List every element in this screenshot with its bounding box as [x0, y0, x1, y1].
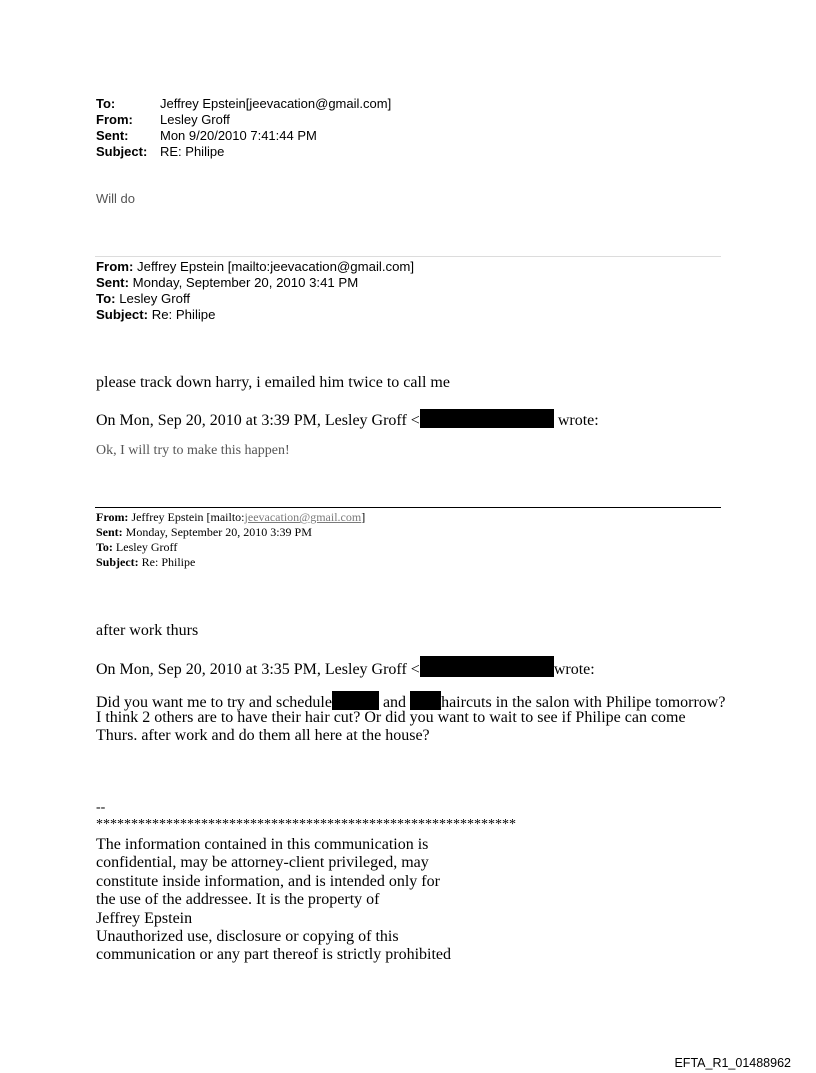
quote-prefix: On Mon, Sep 20, 2010 at 3:35 PM, Lesley Groff < [96, 661, 420, 678]
subject-value: Re: Philipe [141, 555, 196, 569]
message-after-work: after work thurs [96, 622, 199, 639]
disclaimer-line: Unauthorized use, disclosure or copying of this [96, 928, 399, 945]
sent-value: Mon 9/20/2010 7:41:44 PM [160, 128, 317, 143]
header2-from-row [96, 259, 414, 275]
to-value: Jeffrey Epstein[jeevacation@gmail.com] [160, 96, 392, 111]
redaction-box [420, 409, 554, 428]
header2-to-row [96, 291, 190, 307]
text-part: and [378, 694, 411, 711]
sent-value: Monday, September 20, 2010 3:41 PM [132, 275, 359, 290]
sent-value: Monday, September 20, 2010 3:39 PM [125, 525, 312, 539]
document-id: EFTA_R1_01488962 [674, 1056, 791, 1070]
divider-light [95, 256, 721, 257]
header3-subject-row [96, 555, 195, 570]
from-label: From: [96, 259, 134, 274]
text-part: Did you want me to try and schedule [96, 694, 332, 711]
from-value: Lesley Groff [160, 112, 230, 127]
sent-label: Sent: [96, 525, 123, 539]
quote-prefix: On Mon, Sep 20, 2010 at 3:39 PM, Lesley Groff < [96, 412, 420, 429]
header2-subject-row [96, 307, 215, 323]
text-part: haircuts in the salon with Philipe tomorrow? [441, 694, 726, 711]
message-haircuts-line2: I think 2 others are to have their hair cut? Or did you want to wait to see if Philipe can come [96, 709, 686, 726]
quote-line-335 [96, 656, 595, 680]
subject-label: Subject: [96, 144, 148, 159]
to-label: To: [96, 96, 116, 111]
from-close: ] [361, 510, 366, 524]
from-label: From: [96, 510, 129, 524]
subject-label: Subject: [96, 555, 139, 569]
divider-dark [95, 507, 721, 508]
header3-sent-row [96, 525, 312, 540]
email-link[interactable]: jeevacation@gmail.com [244, 510, 362, 524]
message-track-down: please track down harry, i emailed him twice to call me [96, 374, 450, 391]
to-value: Lesley Groff [119, 291, 191, 306]
message-haircuts-line3: Thurs. after work and do them all here at the house? [96, 727, 430, 744]
header2-sent-row [96, 275, 358, 291]
from-name: Jeffrey Epstein [mailto: [131, 510, 245, 524]
quote-line-339 [96, 409, 599, 431]
reply-ok: Ok, I will try to make this happen! [96, 443, 290, 458]
header3-from-row [96, 510, 365, 525]
signature-stars: ************************************************************ [96, 817, 516, 832]
subject-value: Re: Philipe [151, 307, 216, 322]
reply-will-do: Will do [96, 191, 136, 206]
quote-suffix: wrote: [557, 412, 599, 429]
redaction-box [410, 691, 441, 710]
signature-dashes: -- [96, 800, 106, 815]
subject-value: RE: Philipe [160, 144, 225, 159]
subject-label: Subject: [96, 307, 149, 322]
to-value: Lesley Groff [115, 540, 178, 554]
disclaimer-line: Jeffrey Epstein [96, 910, 193, 927]
disclaimer-line: communication or any part thereof is strictly prohibited [96, 946, 452, 963]
sent-label: Sent: [96, 128, 129, 143]
to-label: To: [96, 291, 116, 306]
header3-to-row [96, 540, 177, 555]
disclaimer-line: confidential, may be attorney-client privileged, may [96, 854, 429, 871]
redaction-box [420, 656, 554, 677]
disclaimer-line: The information contained in this communication is [96, 836, 429, 853]
disclaimer-line: the use of the addressee. It is the property of [96, 891, 380, 908]
from-value: Jeffrey Epstein [mailto:jeevacation@gmail.com] [137, 259, 415, 274]
to-label: To: [96, 540, 113, 554]
sent-label: Sent: [96, 275, 129, 290]
from-label: From: [96, 112, 133, 127]
redaction-box [332, 691, 379, 710]
disclaimer-line: constitute inside information, and is intended only for [96, 873, 440, 890]
quote-suffix: wrote: [553, 661, 595, 678]
